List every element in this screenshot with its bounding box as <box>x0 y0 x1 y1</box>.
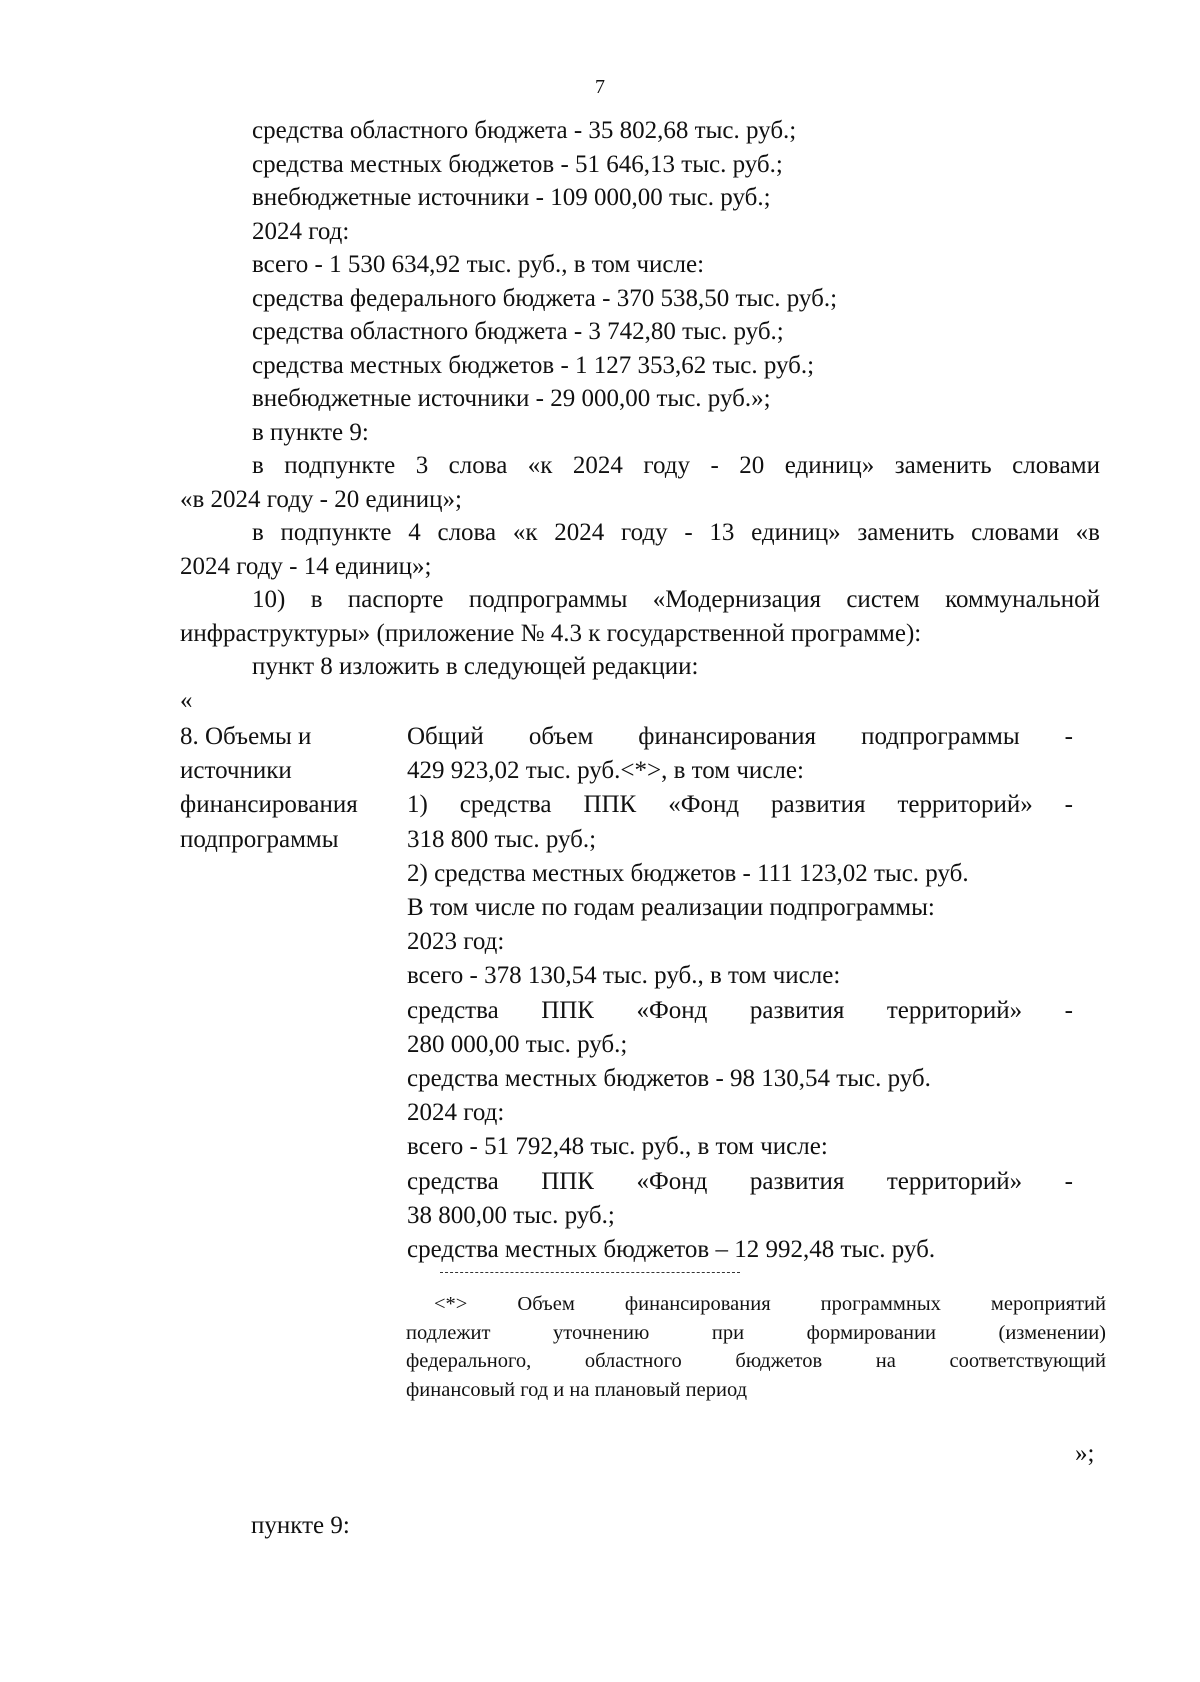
text-line: средства местных бюджетов - 1 127 353,62 тыс. руб.; <box>252 351 815 379</box>
passport-line: 1) средства ППК «Фонд развития территорий» - <box>407 791 1073 819</box>
passport-line: средства местных бюджетов – 12 992,48 тыс. руб. <box>407 1236 936 1264</box>
text-line: 2024 год: <box>252 217 350 245</box>
footnote-line: финансовый год и на плановый период <box>406 1378 748 1401</box>
passport-line: 280 000,00 тыс. руб.; <box>407 1030 628 1058</box>
text-line: в подпункте 4 слова «к 2024 году - 13 единиц» заменить словами «в <box>252 519 1100 546</box>
text-line: всего - 1 530 634,92 тыс. руб., в том числе: <box>252 251 705 278</box>
text-line: в подпункте 3 слова «к 2024 году - 20 единиц» заменить словами <box>252 452 1100 479</box>
footnote-line: федерального, областного бюджетов на соответствующий <box>406 1350 1106 1372</box>
next-item-text: пункте 9: <box>251 1512 350 1539</box>
passport-line: средства ППК «Фонд развития территорий» - <box>407 1167 1073 1195</box>
text-line: внебюджетные источники - 29 000,00 тыс. руб.»; <box>252 385 771 412</box>
page-number: 7 <box>595 76 605 98</box>
text-line: средства федерального бюджета - 370 538,50 тыс. руб.; <box>252 284 838 312</box>
label-line: финансирования <box>180 791 358 819</box>
paragraph-subpoint-4 <box>180 516 1100 583</box>
closing-quote: »; <box>1075 1440 1095 1467</box>
passport-line: 2) средства местных бюджетов - 111 123,02 тыс. руб. <box>407 859 969 887</box>
passport-line: 2023 год: <box>407 928 505 956</box>
footnote-line: подлежит уточнению при формировании (изменении) <box>406 1321 1106 1344</box>
footnote-separator <box>440 1272 740 1273</box>
opening-quote: « <box>180 687 193 714</box>
label-line: источники <box>180 757 292 785</box>
funding-list-continued <box>180 114 1100 684</box>
text-line: 2024 году - 14 единиц»; <box>180 552 432 580</box>
text-line: 10) в паспорте подпрограммы «Модернизация систем коммунальной <box>252 586 1100 613</box>
footnote-line: <*> Объем финансирования программных мероприятий <box>434 1293 1106 1315</box>
text-line: инфраструктуры» (приложение № 4.3 к государственной программе): <box>180 619 922 647</box>
paragraph-item-10 <box>180 583 1100 650</box>
text-line: в пункте 9: <box>252 418 369 446</box>
passport-line: средства местных бюджетов - 98 130,54 тыс. руб. <box>407 1065 931 1093</box>
passport-line: 2024 год: <box>407 1099 505 1127</box>
passport-line: средства ППК «Фонд развития территорий» - <box>407 996 1073 1024</box>
passport-content <box>407 720 1073 1267</box>
passport-line: всего - 51 792,48 тыс. руб., в том числе: <box>407 1133 828 1161</box>
paragraph-point-8: пункт 8 изложить в следующей редакции: <box>252 653 699 680</box>
text-line: средства областного бюджета - 35 802,68 тыс. руб.; <box>252 117 797 144</box>
passport-label <box>180 720 395 857</box>
footnote <box>406 1290 1106 1404</box>
label-line: подпрограммы <box>180 825 339 853</box>
text-line: «в 2024 году - 20 единиц»; <box>180 485 462 513</box>
paragraph-subpoint-3 <box>180 449 1100 516</box>
text-line: внебюджетные источники - 109 000,00 тыс. руб.; <box>252 184 771 211</box>
passport-line: 38 800,00 тыс. руб.; <box>407 1201 615 1229</box>
passport-line: 429 923,02 тыс. руб.<*>, в том числе: <box>407 757 804 785</box>
passport-line: 318 800 тыс. руб.; <box>407 825 597 853</box>
label-line: 8. Объемы и <box>180 723 312 750</box>
text-line: средства местных бюджетов - 51 646,13 тыс. руб.; <box>252 150 783 178</box>
passport-line: Общий объем финансирования подпрограммы - <box>407 723 1073 750</box>
passport-line: В том числе по годам реализации подпрограммы: <box>407 894 935 922</box>
passport-line: всего - 378 130,54 тыс. руб., в том числе: <box>407 962 841 990</box>
text-line: средства областного бюджета - 3 742,80 тыс. руб.; <box>252 318 784 345</box>
